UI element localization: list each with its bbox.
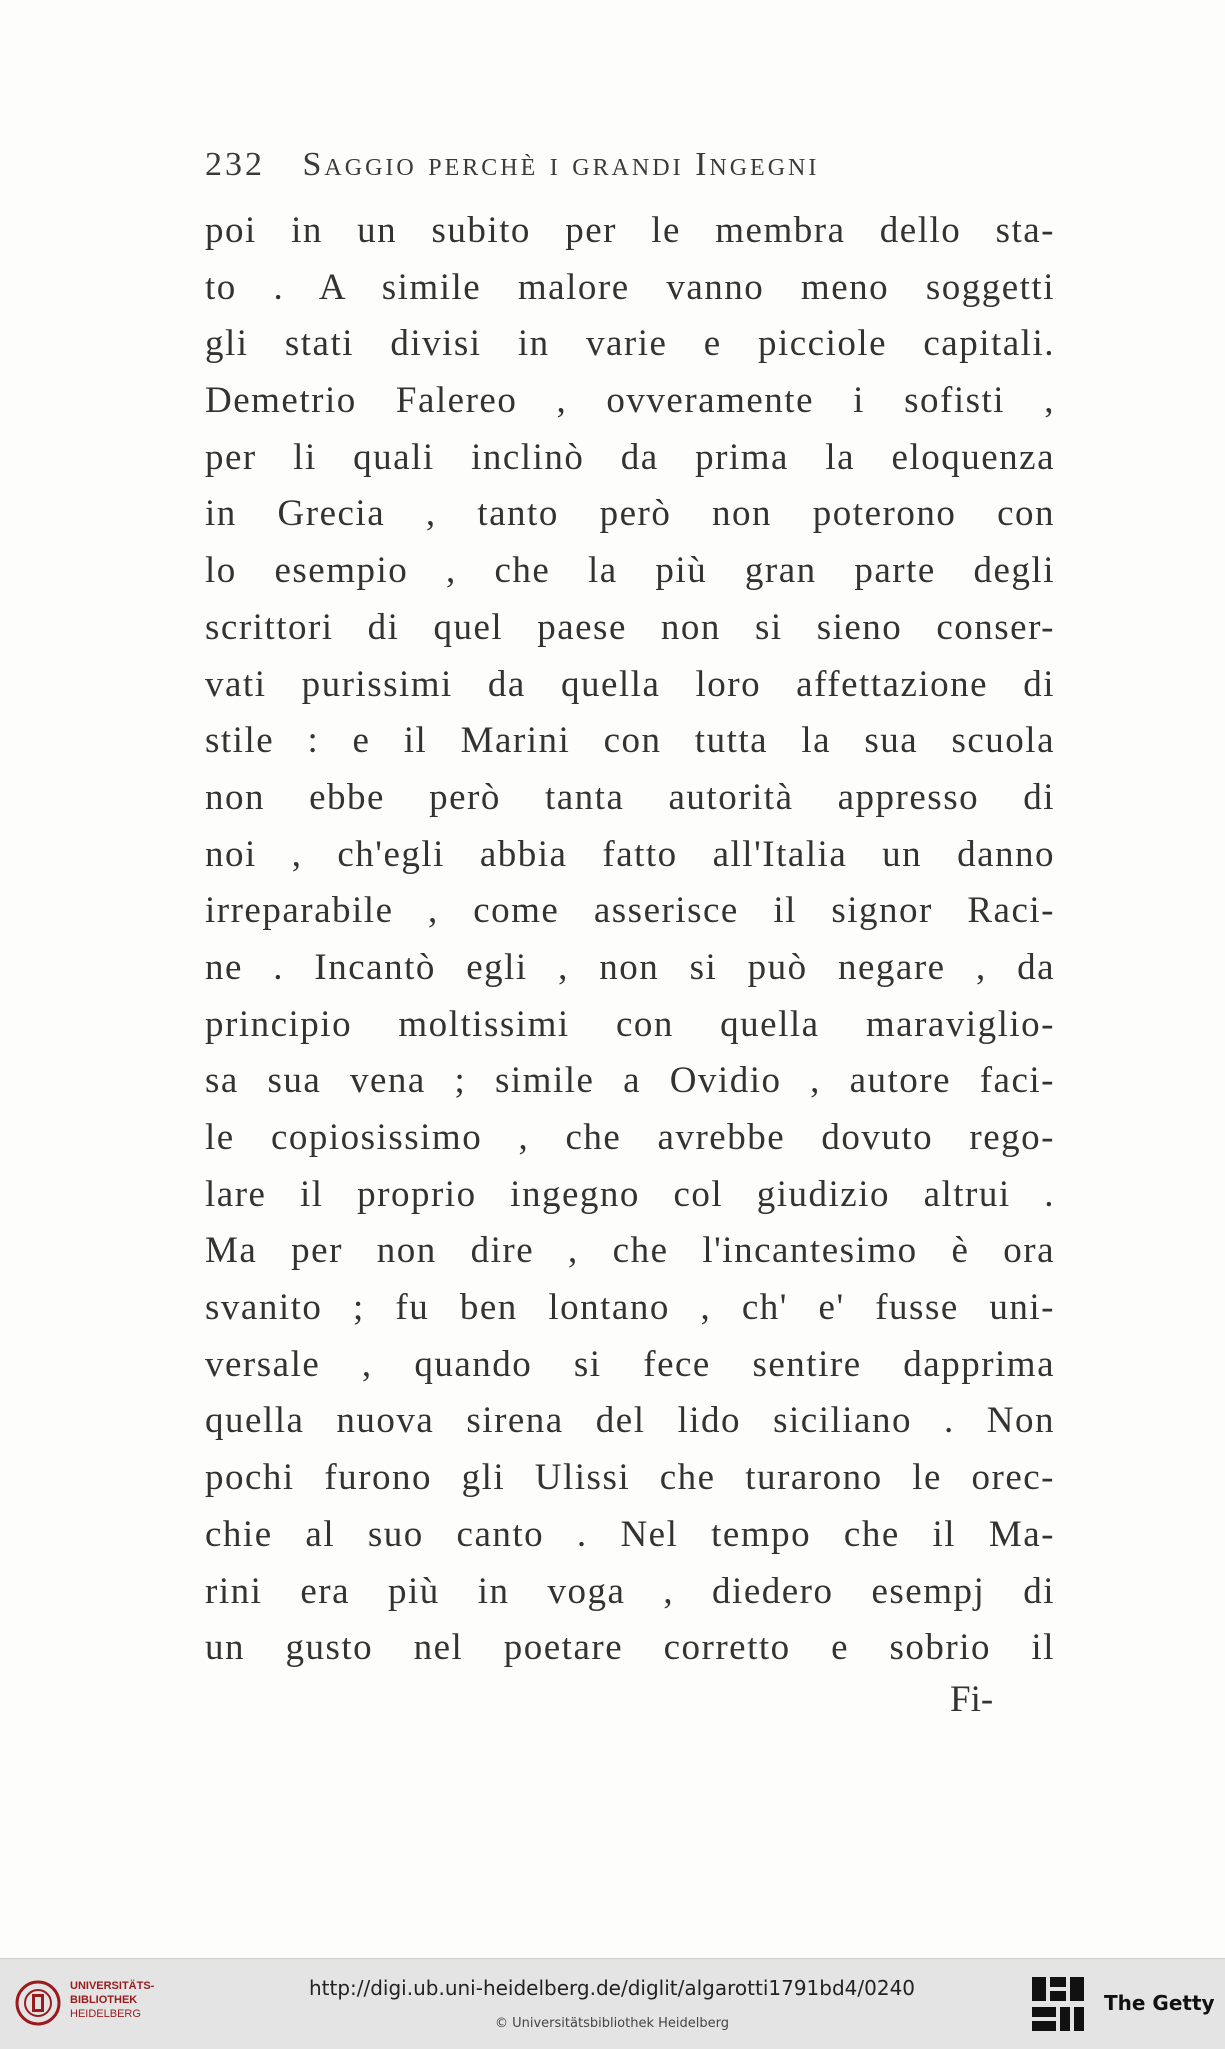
permalink-url[interactable]: http://digi.ub.uni-heidelberg.de/diglit/algarotti1791bd4/0240: [308, 1976, 916, 2000]
running-head: [205, 146, 1005, 196]
text-line: non ebbe però tanta autorità appresso di: [205, 776, 1055, 818]
text-line: scrittori di quel paese non si sieno conser-: [205, 606, 1055, 648]
text-line: per li quali inclinò da prima la eloquenza: [205, 436, 1055, 478]
text-line: Demetrio Falereo , ovveramente i sofisti ,: [205, 380, 1055, 422]
text-line: lare il proprio ingegno col giudizio altrui .: [205, 1173, 1055, 1215]
text-line: poi in un subito per le membra dello sta-: [205, 210, 1055, 251]
text-line: rini era più in voga , diedero esempj di: [205, 1570, 1055, 1612]
text-line: Ma per non dire , che l'incantesimo è ora: [205, 1230, 1055, 1272]
text-line: versale , quando si fece sentire dapprima: [205, 1343, 1055, 1385]
running-title: Saggio perchè i grandi Ingegni: [302, 146, 820, 183]
text-line: vati purissimi da quella loro affettazione di: [205, 663, 1055, 705]
text-line: chie al suo canto . Nel tempo che il Ma-: [205, 1513, 1055, 1555]
text-line: pochi furono gli Ulissi che turarono le orec-: [205, 1457, 1055, 1499]
university-library-logo-icon: [14, 1979, 62, 2027]
text-line: gli stati divisi in varie e picciole capitali.: [205, 323, 1055, 365]
copyright-notice: © Universitätsbibliothek Heidelberg: [494, 2016, 729, 2031]
catchword: Fi-: [950, 1679, 994, 1720]
body-text: [205, 203, 1055, 1677]
text-line: quella nuova sirena del lido siciliano . Non: [205, 1400, 1055, 1442]
library-name-line: BIBLIOTHEK: [70, 1994, 138, 2006]
text-line: svanito ; fu ben lontano , ch' e' fusse uni-: [205, 1287, 1055, 1329]
library-name-line: HEIDELBERG: [70, 2008, 141, 2020]
text-line: ne . Incantò egli , non si può negare , da: [205, 946, 1055, 988]
library-name: [70, 1979, 154, 2021]
page-number: 232: [205, 146, 265, 183]
library-name-line: UNIVERSITÄTS-: [70, 1980, 155, 1992]
text-line: un gusto nel poetare corretto e sobrio il: [205, 1627, 1055, 1669]
text-line: in Grecia , tanto però non poterono con: [205, 493, 1055, 535]
getty-logo-icon: [1030, 1975, 1086, 2033]
text-line: lo esempio , che la più gran parte degli: [205, 550, 1055, 592]
viewer-footer: [0, 1958, 1225, 2049]
text-line: principio moltissimi con quella maraviglio-: [205, 1003, 1055, 1045]
partner-name: The Getty: [1104, 1991, 1215, 2015]
text-line: sa sua vena ; simile a Ovidio , autore faci-: [205, 1060, 1055, 1102]
text-line: le copiosissimo , che avrebbe dovuto rego-: [205, 1117, 1055, 1158]
text-line: irreparabile , come asserisce il signor Raci-: [205, 890, 1055, 932]
text-line: stile : e il Marini con tutta la sua scuola: [205, 720, 1055, 762]
text-line: to . A simile malore vanno meno soggetti: [205, 266, 1055, 308]
text-line: noi , ch'egli abbia fatto all'Italia un danno: [205, 833, 1055, 875]
